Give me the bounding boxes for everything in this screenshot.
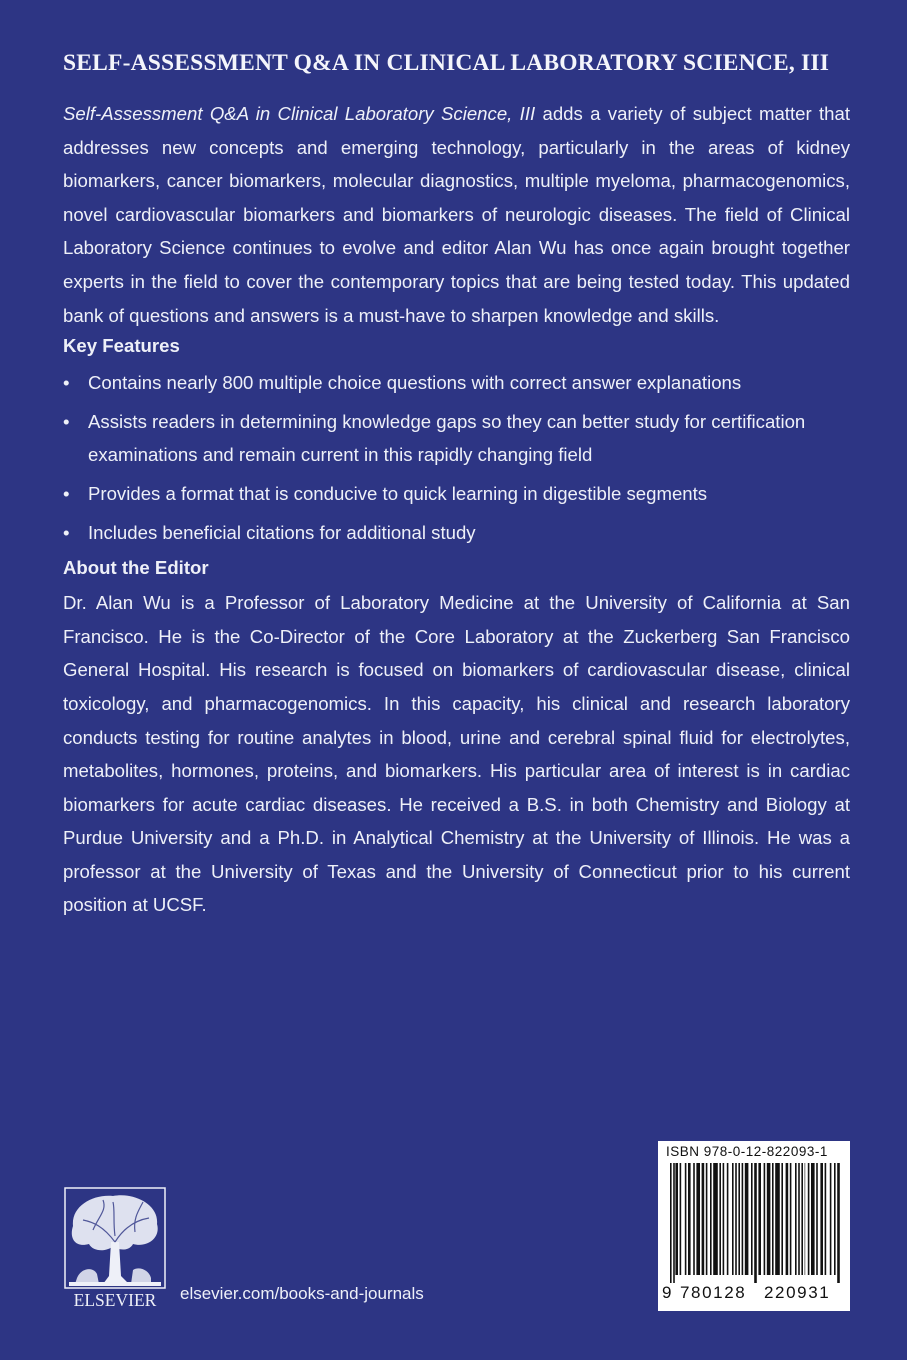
barcode-lead-digit: 9 (662, 1283, 674, 1302)
barcode-bar (805, 1163, 806, 1275)
barcode-bar (808, 1163, 810, 1275)
feature-item: • Includes beneficial citations for additional study (63, 516, 850, 550)
barcode-bar (795, 1163, 797, 1275)
barcode-bar (688, 1163, 691, 1275)
barcode-bar (798, 1163, 800, 1275)
barcode-bar (738, 1163, 740, 1275)
book-title: SELF-ASSESSMENT Q&A IN CLINICAL LABORATORY SCIENCE, III (63, 50, 830, 76)
barcode-bar (801, 1163, 803, 1275)
barcode-bar (727, 1163, 729, 1275)
barcode-bar (742, 1163, 744, 1275)
key-features-list (63, 366, 850, 549)
barcode-bar (767, 1163, 771, 1275)
barcode-bar (713, 1163, 718, 1275)
barcode-bar (719, 1163, 721, 1275)
barcode-bar (764, 1163, 766, 1275)
barcode-bar (754, 1163, 757, 1283)
barcode-bar (675, 1163, 678, 1275)
barcode-bar (786, 1163, 789, 1275)
barcode-bar (781, 1163, 783, 1275)
barcode-bar (751, 1163, 753, 1275)
barcode-bar (723, 1163, 725, 1275)
isbn-barcode (658, 1141, 850, 1311)
barcode-bar (745, 1163, 749, 1275)
barcode-icon (668, 1163, 842, 1283)
barcode-bar (825, 1163, 827, 1275)
key-features-heading: Key Features (63, 335, 180, 357)
barcode-bar (706, 1163, 708, 1275)
intro-paragraph (63, 97, 850, 332)
barcode-bar (772, 1163, 774, 1275)
barcode-bar (830, 1163, 832, 1275)
intro-book-title: Self-Assessment Q&A in Clinical Laboratory Science, III (63, 103, 536, 124)
publisher-name: ELSEVIER (73, 1290, 157, 1310)
barcode-left-digits: 780128 (680, 1283, 747, 1302)
barcode-bar (790, 1163, 792, 1275)
barcode-bar (834, 1163, 836, 1275)
feature-item: • Contains nearly 800 multiple choice questions with correct answer explanations (63, 366, 850, 400)
barcode-right-digits: 220931 (764, 1283, 831, 1302)
isbn-label: ISBN 978-0-12-822093-1 (666, 1144, 828, 1159)
barcode-bar (693, 1163, 695, 1275)
barcode-bar (775, 1163, 780, 1275)
barcode-bar (811, 1163, 815, 1275)
barcode-bar (696, 1163, 700, 1275)
barcode-bar (837, 1163, 840, 1283)
barcode-bar (680, 1163, 682, 1275)
barcode-bar (732, 1163, 734, 1275)
barcode-bar (758, 1163, 761, 1275)
barcode-bar (702, 1163, 705, 1275)
barcode-bar (820, 1163, 823, 1275)
barcode-bar (670, 1163, 672, 1283)
feature-item: • Assists readers in determining knowledge gaps so they can better study for certification examinations and remain current in this rapidly changing field (63, 405, 850, 472)
elsevier-tree-logo-icon (63, 1186, 167, 1310)
publisher-url-link[interactable]: elsevier.com/books-and-journals (180, 1284, 424, 1303)
intro-text: adds a variety of subject matter that addresses new concepts and emerging technology, particularly in the areas of kidney biomarkers, cancer biomarkers, molecular diagnostics, multiple myeloma, pharmacogenomics, novel cardiovascular biomarkers and biomarkers of neurologic diseases. The field of Clinical Laboratory Science continues to evolve and editor Alan Wu has once again brought together experts in the field to cover the contemporary topics that are being tested today. This updated bank of questions and answers is a must-have to sharpen knowledge and skills. (63, 103, 850, 326)
barcode-bar (685, 1163, 687, 1275)
barcode-bar (735, 1163, 737, 1275)
barcode-bar (816, 1163, 818, 1275)
feature-item: • Provides a format that is conducive to quick learning in digestible segments (63, 477, 850, 511)
about-editor-text: Dr. Alan Wu is a Professor of Laboratory Medicine at the University of California at San Francisco. He is the Co-Director of the Core Laboratory at the Zuckerberg San Francisco General Hospital. His research is focused on biomarkers of cardiovascular disease, clinical toxicology, and pharmacogenomics. In this capacity, his clinical and research laboratory conducts testing for routine analytes in blood, urine and cerebral spinal fluid for electrolytes, metabolites, hormones, proteins, and biomarkers. His particular area of interest is in cardiac biomarkers for acute cardiac diseases. He received a B.S. in both Chemistry and Biology at Purdue University and a Ph.D. in Analytical Chemistry at the University of Illinois. He was a professor at the University of Texas and the University of Connecticut prior to his current position at UCSF. (63, 592, 850, 916)
barcode-bar (710, 1163, 712, 1275)
back-cover-content (63, 50, 850, 922)
about-editor-heading: About the Editor (63, 557, 209, 579)
barcode-bar (673, 1163, 675, 1283)
